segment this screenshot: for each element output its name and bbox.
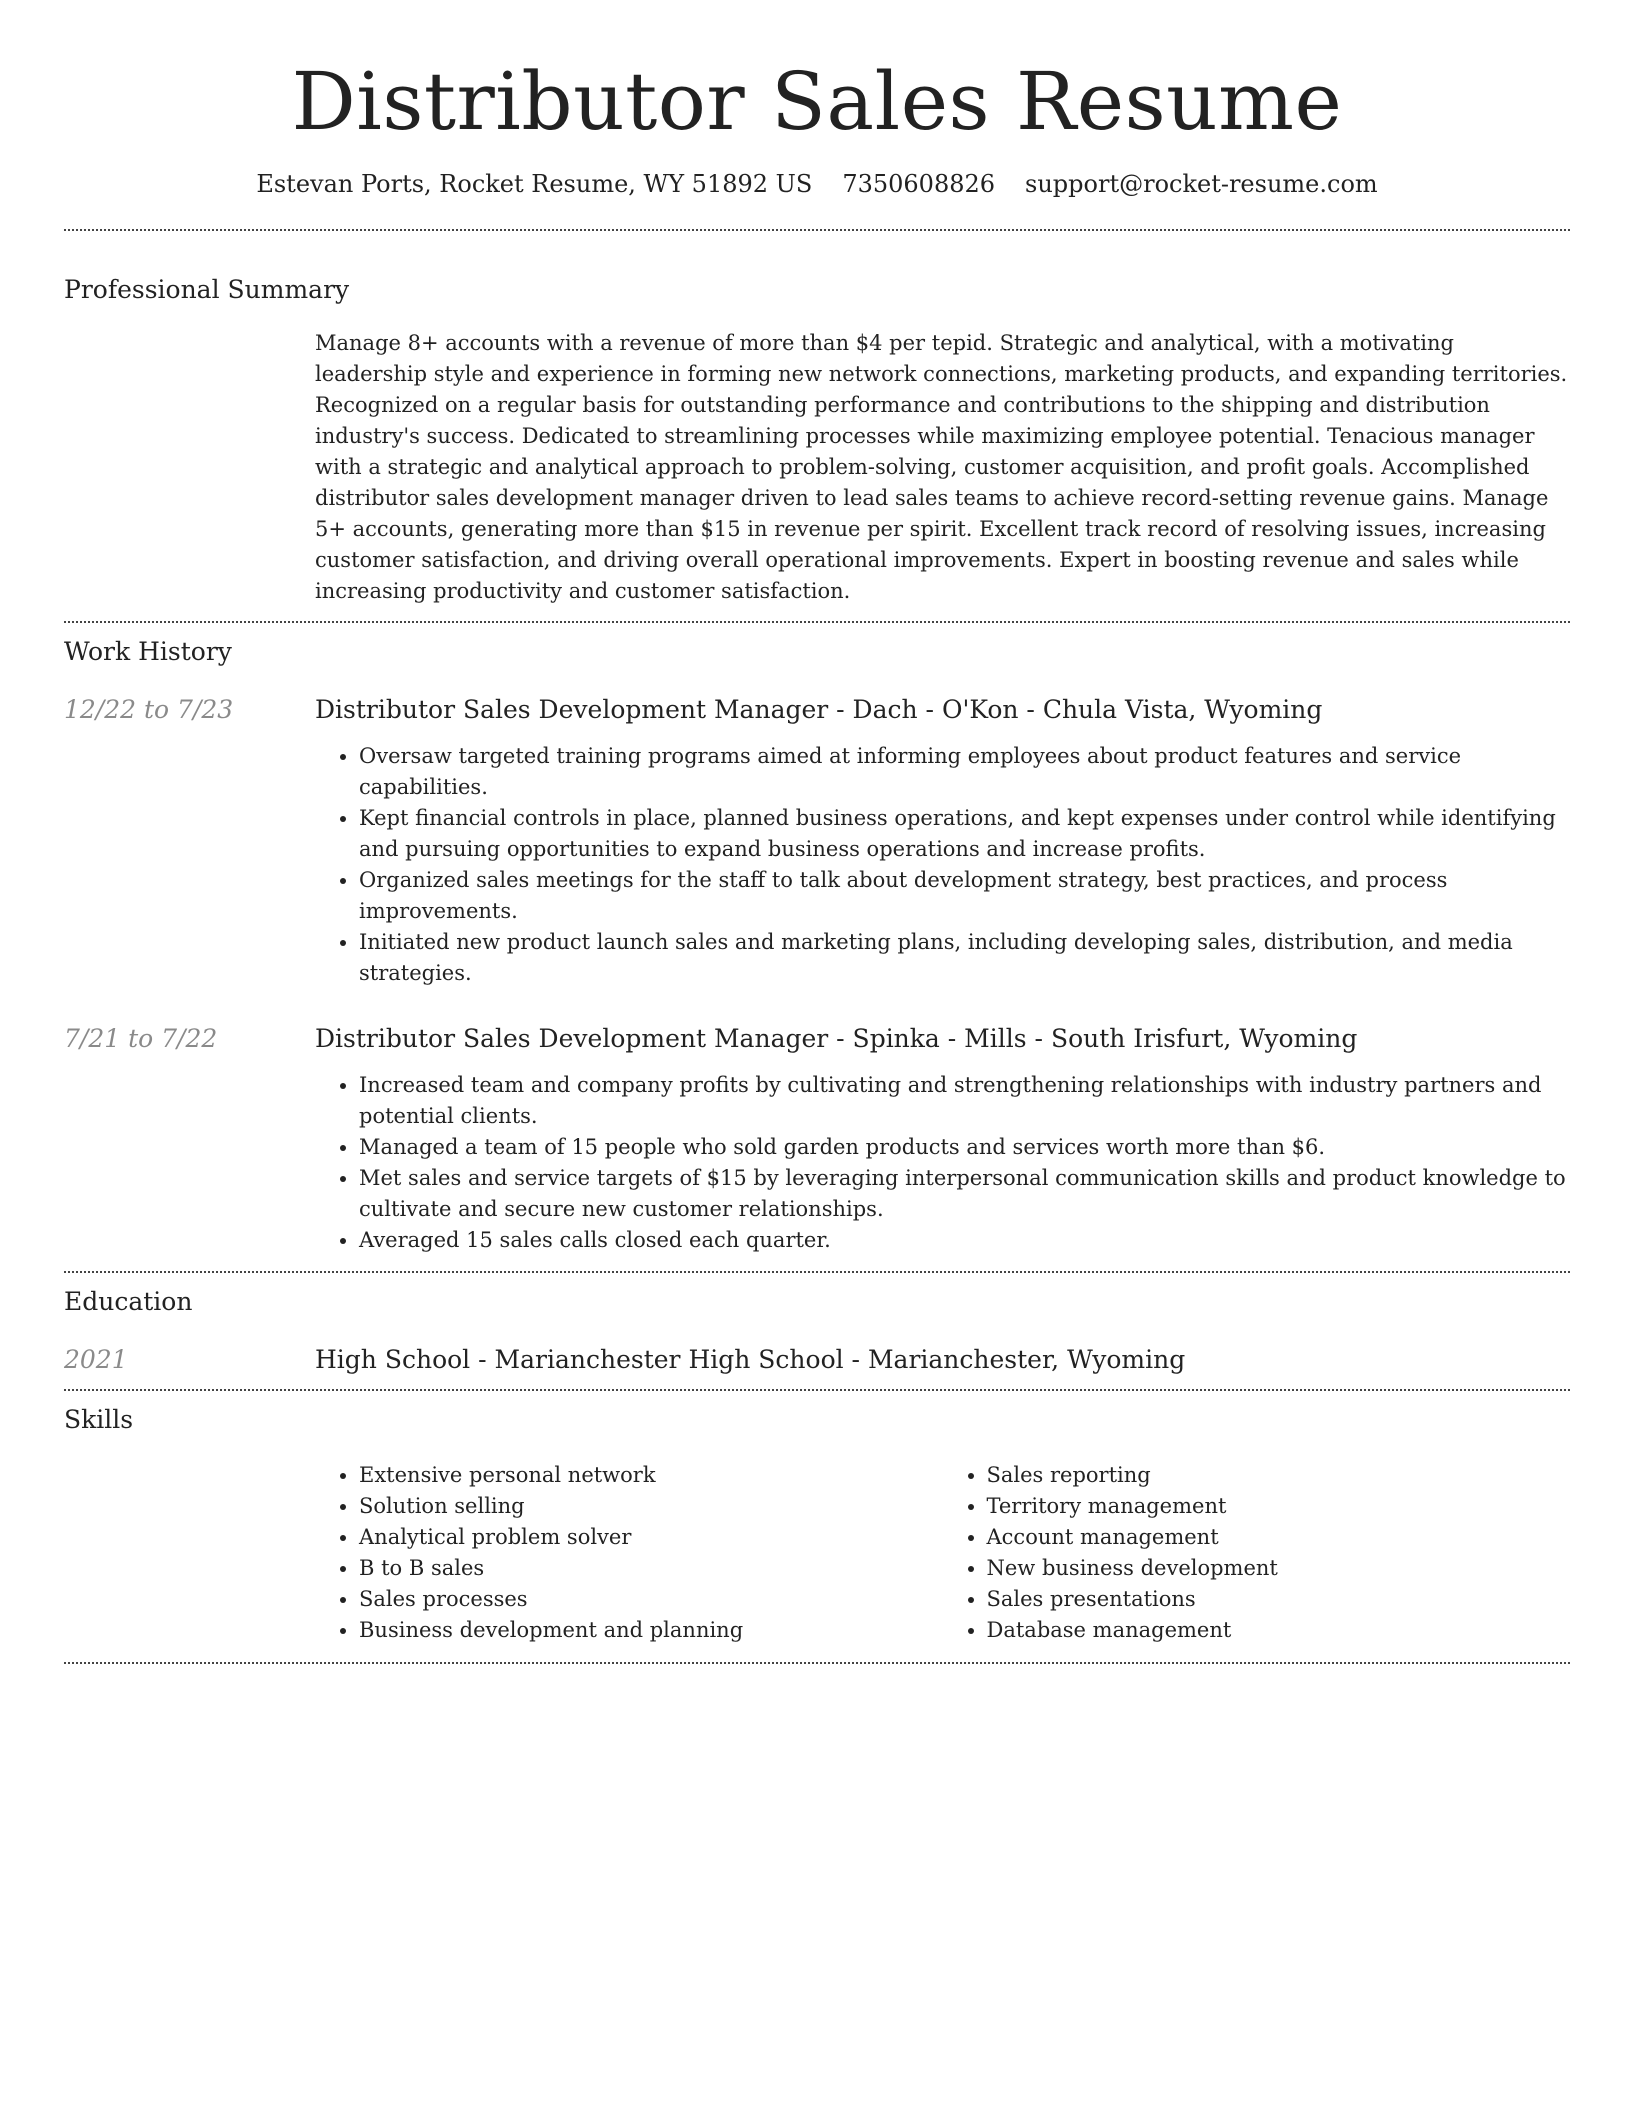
divider xyxy=(64,1389,1570,1391)
skill-item: • B to B sales xyxy=(359,1553,943,1584)
job-bullet: • Met sales and service targets of $15 by leveraging interpersonal communication skills and product knowledge to cultivate and secure new customer relationships. xyxy=(359,1163,1570,1225)
job-dates: 7/21 to 7/22 xyxy=(64,1024,218,1053)
contact-email: support@rocket-resume.com xyxy=(1025,170,1378,198)
skill-item: • New business development xyxy=(987,1553,1571,1584)
job-entry xyxy=(64,693,1570,989)
education-title: High School - Marianchester High School - Marianchester, Wyoming xyxy=(315,1345,1186,1374)
contact-address: Estevan Ports, Rocket Resume, WY 51892 US xyxy=(256,170,813,198)
skill-item: • Territory management xyxy=(987,1491,1571,1522)
job-bullet: • Kept financial controls in place, planned business operations, and kept expenses under control while identifying and pursuing opportunities to expand business operations and increase profits. xyxy=(359,803,1570,865)
job-title: Distributor Sales Development Manager - Spinka - Mills - South Irisfurt, Wyoming xyxy=(315,1024,1358,1053)
divider xyxy=(64,621,1570,623)
resume-title: Distributor Sales Resume xyxy=(291,55,1343,148)
education-year: 2021 xyxy=(64,1345,128,1374)
skill-item: • Business development and planning xyxy=(359,1615,943,1646)
job-bullet: • Oversaw targeted training programs aimed at informing employees about product features and service capabilities. xyxy=(359,741,1570,803)
skills-row xyxy=(64,1460,1570,1646)
contact-phone: 7350608826 xyxy=(842,170,996,198)
job-bullet: • Increased team and company profits by cultivating and strengthening relationships with industry partners and potential clients. xyxy=(359,1070,1570,1132)
summary-row xyxy=(64,328,1570,607)
skills-list-left xyxy=(315,1460,943,1646)
education-entry xyxy=(64,1343,1570,1377)
summary-text: Manage 8+ accounts with a revenue of more than $4 per tepid. Strategic and analytical, with a motivating leadership style and experience in forming new network connections, marketing products, and expanding territories. Recognized on a regular basis for outstanding performance and contributions to the shipping and distribution industry's success. Dedicated to streamlining processes while maximizing employee potential. Tenacious manager with a strategic and analytical approach to problem-solving, customer acquisition, and profit goals. Accomplished distributor sales development manager driven to lead sales teams to achieve record-setting revenue gains. Manage 5+ accounts, generating more than $15 in revenue per spirit. Excellent track record of resolving issues, increasing customer satisfaction, and driving overall operational improvements. Expert in boosting revenue and sales while increasing productivity and customer satisfaction. xyxy=(315,331,1568,603)
divider xyxy=(64,1271,1570,1273)
skill-item: • Sales processes xyxy=(359,1584,943,1615)
skill-item: • Database management xyxy=(987,1615,1571,1646)
divider xyxy=(64,229,1570,231)
skill-item: • Sales presentations xyxy=(987,1584,1571,1615)
contact-line xyxy=(64,168,1570,200)
skills-heading: Skills xyxy=(64,1405,134,1434)
divider xyxy=(64,1662,1570,1664)
job-bullet: • Organized sales meetings for the staff to talk about development strategy, best practices, and process improvements. xyxy=(359,865,1570,927)
skill-item: • Solution selling xyxy=(359,1491,943,1522)
skill-item: • Account management xyxy=(987,1522,1571,1553)
skill-item: • Sales reporting xyxy=(987,1460,1571,1491)
summary-heading: Professional Summary xyxy=(64,275,350,304)
education-heading: Education xyxy=(64,1287,193,1316)
skill-item: • Analytical problem solver xyxy=(359,1522,943,1553)
job-bullet: • Averaged 15 sales calls closed each quarter. xyxy=(359,1225,1570,1256)
skill-item: • Extensive personal network xyxy=(359,1460,943,1491)
job-bullet: • Initiated new product launch sales and marketing plans, including developing sales, distribution, and media strategies. xyxy=(359,927,1570,989)
resume-page xyxy=(64,0,1570,1664)
job-bullets xyxy=(315,1070,1570,1256)
job-bullets xyxy=(315,741,1570,989)
job-title: Distributor Sales Development Manager - Dach - O'Kon - Chula Vista, Wyoming xyxy=(315,695,1323,724)
job-entry xyxy=(64,1022,1570,1256)
skills-list-right xyxy=(943,1460,1571,1646)
job-dates: 12/22 to 7/23 xyxy=(64,695,234,724)
job-bullet: • Managed a team of 15 people who sold garden products and services worth more than $6. xyxy=(359,1132,1570,1163)
work-heading: Work History xyxy=(64,637,232,666)
